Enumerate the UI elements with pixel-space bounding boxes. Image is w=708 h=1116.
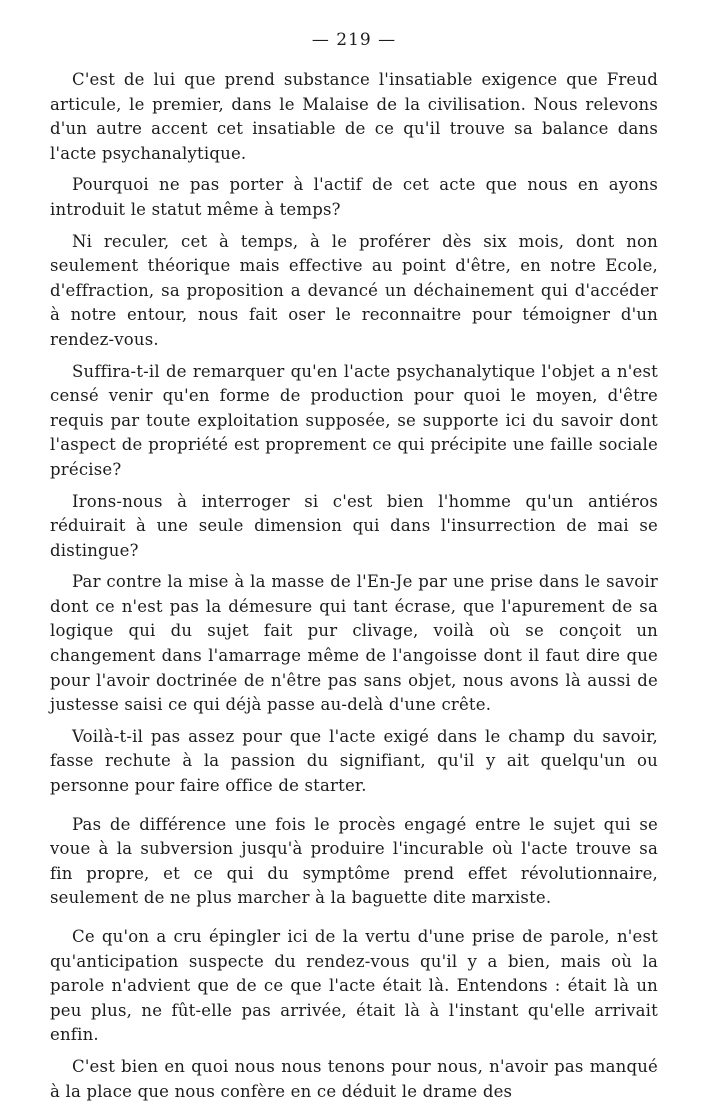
- paragraph-1: C'est de lui que prend substance l'insatiable exigence que Freud articule, le premier, dans le Malaise de la civilisation. Nous relevons d'un autre accent cet insatiable de ce qu'il trouve sa balance dans l'acte psychanalytique.: [50, 70, 658, 163]
- paragraph-6: Par contre la mise à la masse de l'En-Je par une prise dans le savoir dont ce n'est pas la démesure qui tant écrase, que l'apurement de sa logique qui du sujet fait pur clivage, voilà où se conçoit un changement dans l'amarrage même de l'angoisse dont il faut dire que pour l'avoir doctrinée de n'être pas sans objet, nous avons là aussi de justesse saisi ce qui déjà passe au-delà d'une crête.: [50, 572, 658, 715]
- paragraph-3: Ni reculer, cet à temps, à le proférer dès six mois, dont non seulement théorique mais effective au point d'être, en notre Ecole, d'effraction, sa proposition a devancé un déchainement qui d'accéder à notre entour, nous fait oser le reconnaitre pour témoigner d'un rendez-vous.: [50, 231, 658, 349]
- paragraph-2: Pourquoi ne pas porter à l'actif de cet acte que nous en ayons introduit le statut même à temps?: [50, 175, 658, 219]
- paragraph-7: Voilà-t-il pas assez pour que l'acte exigé dans le champ du savoir, fasse rechute à la passion du signifiant, qu'il y ait quelqu'un ou personne pour faire office de starter.: [50, 726, 658, 796]
- paragraph-10: C'est bien en quoi nous nous tenons pour nous, n'avoir pas manqué à la place que nous confère en ce déduit le drame des: [50, 1056, 658, 1101]
- page-number: — 219 —: [311, 30, 397, 50]
- paragraph-9: Ce qu'on a cru épingler ici de la vertu d'une prise de parole, n'est qu'anticipation suspecte du rendez-vous qu'il y a bien, mais où la parole n'advient que de ce que l'acte était là. Entendons : était là un peu plus, ne fût-elle pas arrivée, était là à l'instant qu'elle arrivait enfin.: [50, 927, 658, 1045]
- paragraph-8: Pas de différence une fois le procès engagé entre le sujet qui se voue à la subversion jusqu'à produire l'incurable où l'acte trouve sa fin propre, et ce qui du symptôme prend effet révolutionnaire, seulement de ne plus marcher à la baguette dite marxiste.: [50, 814, 658, 908]
- paragraph-5: Irons-nous à interroger si c'est bien l'homme qu'un antiéros réduirait à une seule dimension qui dans l'insurrection de mai se distingue?: [50, 491, 658, 560]
- paragraph-4: Suffira-t-il de remarquer qu'en l'acte psychanalytique l'objet a n'est censé venir qu'en forme de production pour quoi le moyen, d'être requis par toute exploitation supposée, se supporte ici du savoir dont l'aspect de propriété est proprement ce qui précipite une faille sociale précise?: [50, 361, 658, 479]
